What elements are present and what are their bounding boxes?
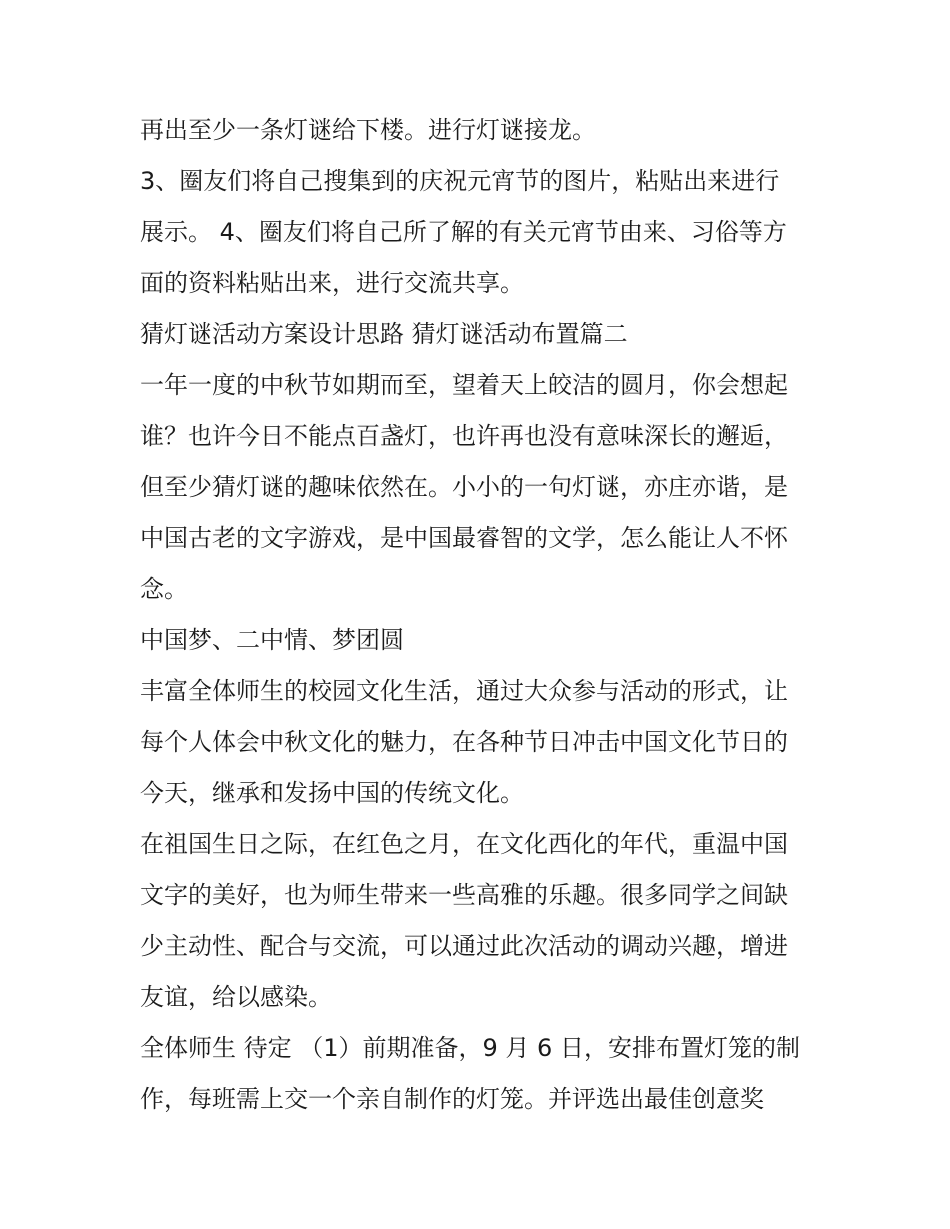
text-line: 猜灯谜活动方案设计思路 猜灯谜活动布置篇二 bbox=[140, 320, 628, 348]
activity-theme bbox=[140, 615, 820, 666]
text-line: 作，每班需上交一个亲自制作的灯笼。并评选出最佳创意奖 bbox=[140, 1085, 764, 1113]
paragraph-mid-autumn-intro bbox=[140, 360, 820, 615]
text-line: 一年一度的中秋节如期而至，望着天上皎洁的圆月，你会想起 bbox=[140, 371, 788, 399]
paragraph-activity-background bbox=[140, 819, 820, 1023]
text-line: 丰富全体师生的校园文化生活，通过大众参与活动的形式，让 bbox=[140, 677, 788, 705]
paragraph-participants-and-preparation bbox=[140, 1023, 820, 1125]
text-line: 中国古老的文字游戏，是中国最睿智的文学，怎么能让人不怀 bbox=[140, 524, 788, 552]
text-line: 中国梦、二中情、梦团圆 bbox=[140, 626, 404, 654]
paragraph-lantern-relay bbox=[140, 105, 820, 156]
text-line: 但至少猜灯谜的趣味依然在。小小的一句灯谜，亦庄亦谐，是 bbox=[140, 473, 788, 501]
text-line: 每个人体会中秋文化的魅力，在各种节日冲击中国文化节日的 bbox=[140, 728, 788, 756]
document-body bbox=[140, 105, 820, 1125]
text-line: 3、圈友们将自己搜集到的庆祝元宵节的图片，粘贴出来进行 bbox=[140, 167, 780, 195]
paragraph-photo-and-info-sharing bbox=[140, 156, 820, 309]
text-line: 今天，继承和发扬中国的传统文化。 bbox=[140, 779, 524, 807]
text-line: 再出至少一条灯谜给下楼。进行灯谜接龙。 bbox=[140, 116, 596, 144]
text-line: 文字的美好，也为师生带来一些高雅的乐趣。很多同学之间缺 bbox=[140, 881, 788, 909]
text-line: 展示。 4、圈友们将自己所了解的有关元宵节由来、习俗等方 bbox=[140, 218, 787, 246]
text-line: 念。 bbox=[140, 575, 188, 603]
text-line: 谁？也许今日不能点百盏灯，也许再也没有意味深长的邂逅， bbox=[140, 422, 788, 450]
text-line: 在祖国生日之际，在红色之月，在文化西化的年代，重温中国 bbox=[140, 830, 788, 858]
text-line: 全体师生 待定 （1）前期准备，9 月 6 日，安排布置灯笼的制 bbox=[140, 1034, 800, 1062]
paragraph-activity-purpose bbox=[140, 666, 820, 819]
text-line: 面的资料粘贴出来，进行交流共享。 bbox=[140, 269, 524, 297]
text-line: 少主动性、配合与交流，可以通过此次活动的调动兴趣，增进 bbox=[140, 932, 788, 960]
text-line: 友谊，给以感染。 bbox=[140, 983, 332, 1011]
section-heading bbox=[140, 309, 820, 360]
